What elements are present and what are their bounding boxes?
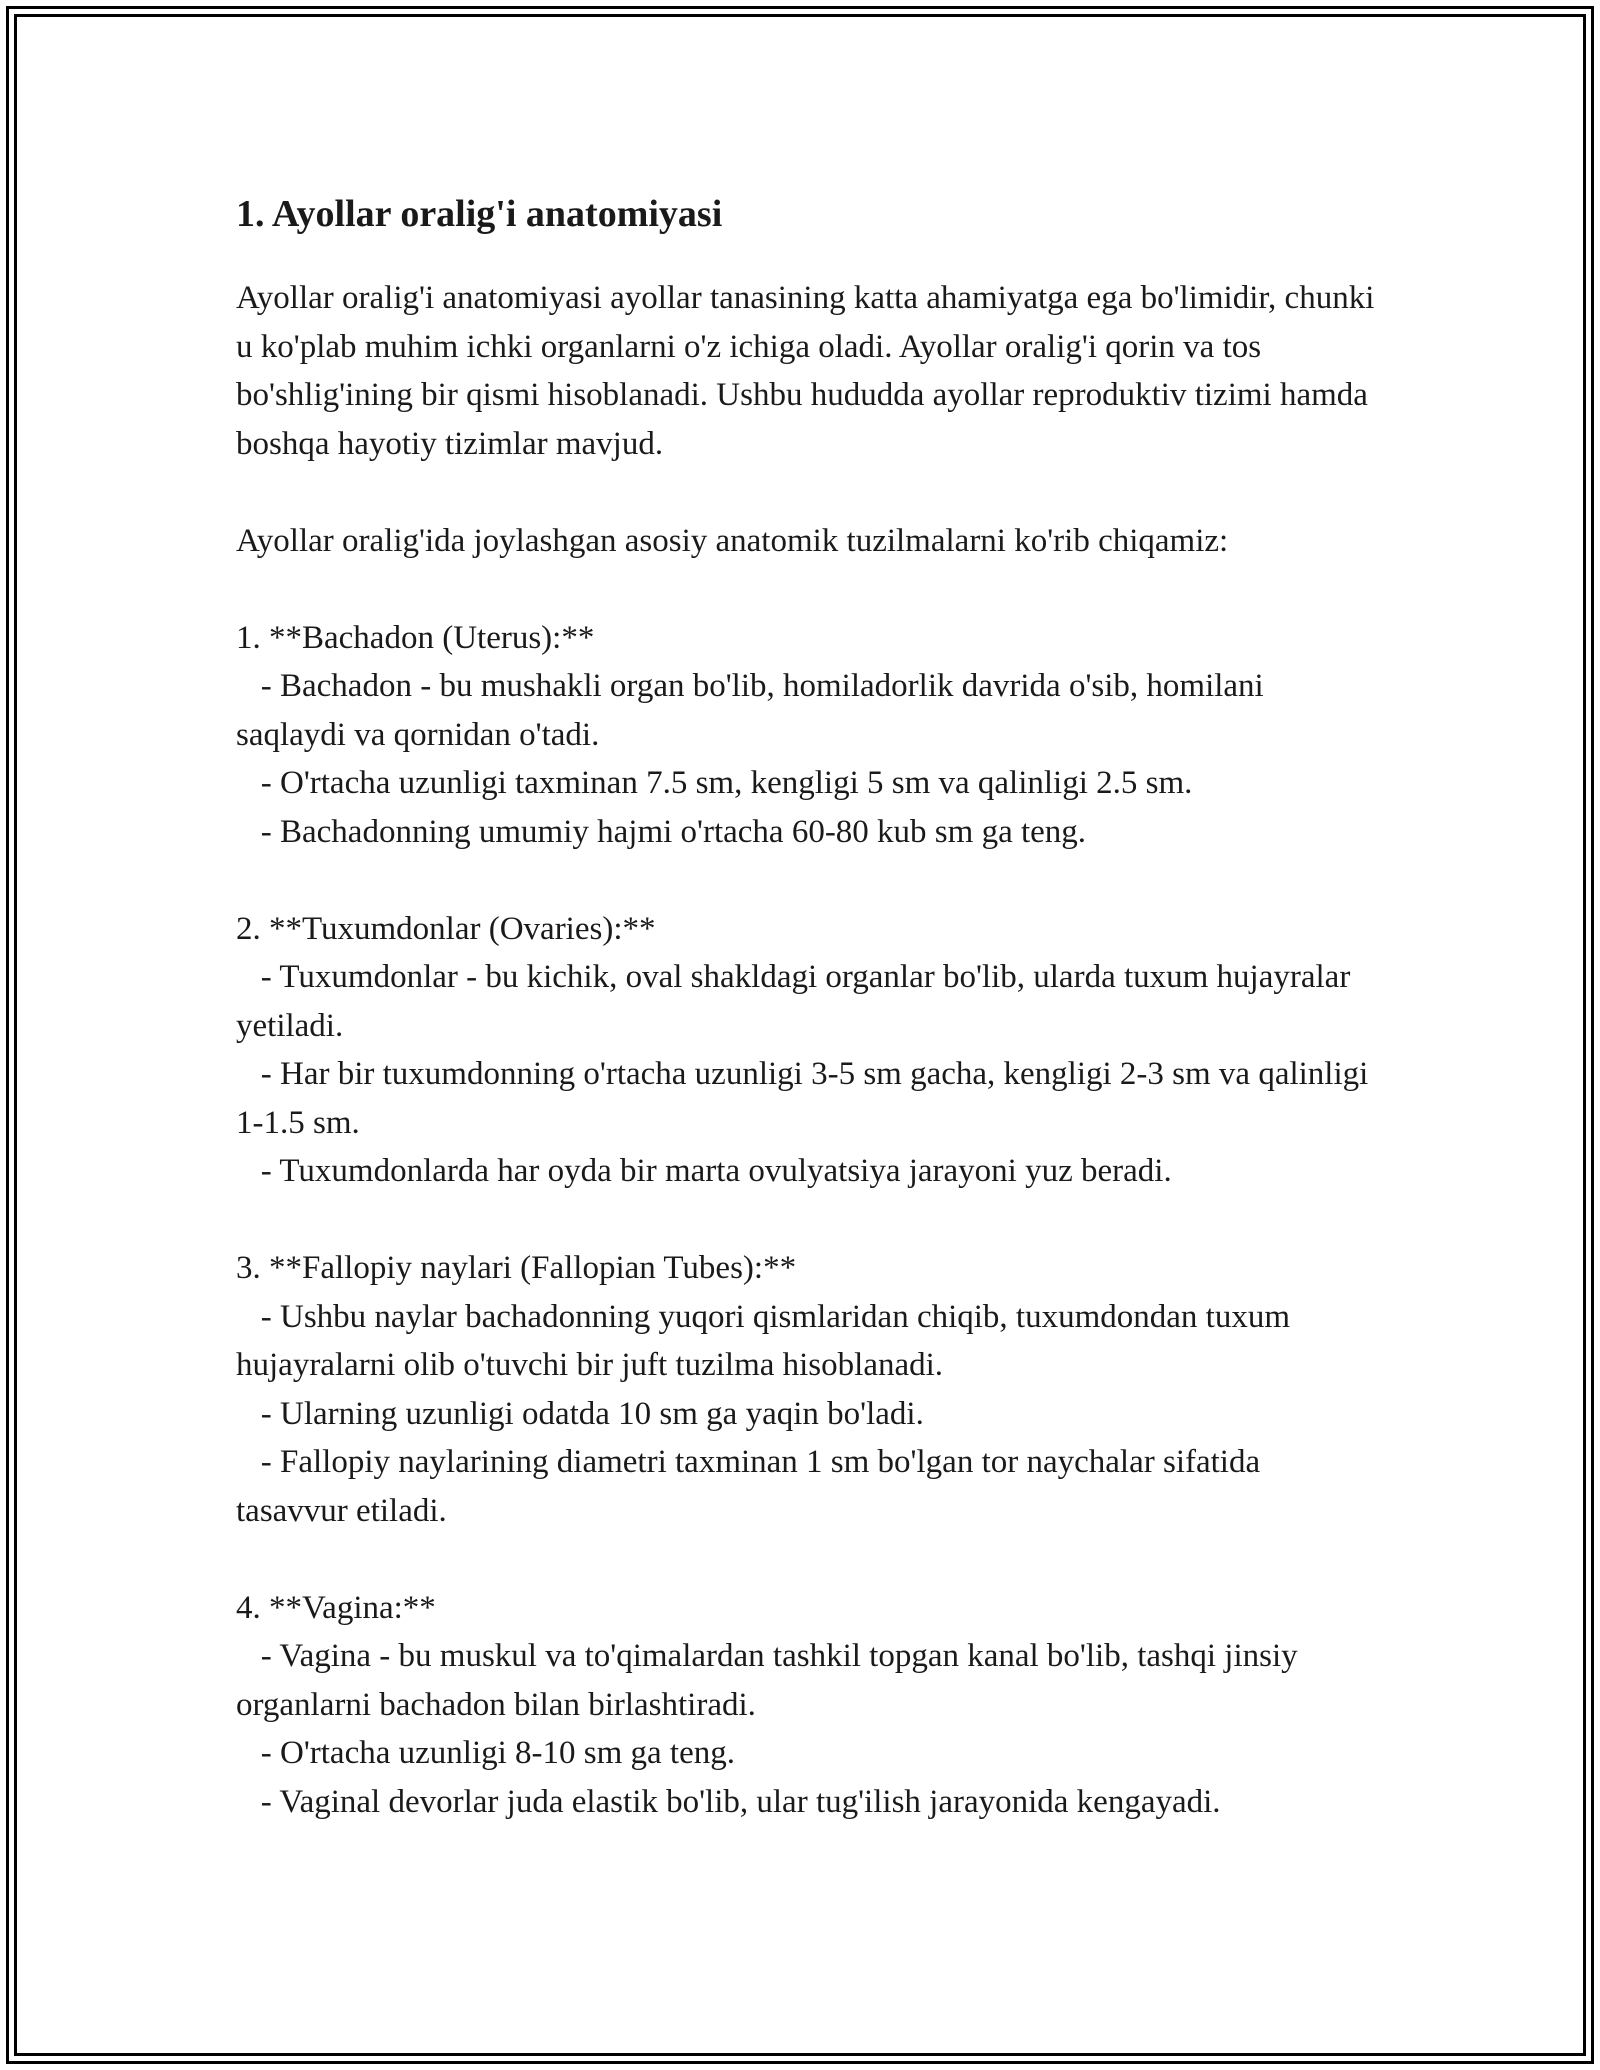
spacer	[236, 856, 1376, 905]
list-item-text: Vagina - bu muskul va to'qimalardan tashkil topgan kanal bo'lib, tashqi jinsiy organlarni bachadon bilan birlashtiradi.	[236, 1638, 1306, 1723]
list-item: - Bachadonning umumiy hajmi o'rtacha 60-80 kub sm ga teng.	[236, 813, 1087, 850]
list-item-text: Bachadon - bu mushakli organ bo'lib, homiladorlik davrida o'sib, homilani saqlaydi va qornidan o'tadi.	[236, 668, 1272, 753]
section-vagina	[236, 1584, 1376, 1827]
list-item: - Ushbu naylar bachadonning yuqori qismlaridan chiqib, tuxumdondan tuxum hujayralarni olib o'tuvchi bir juft tuzilma hisoblanadi.	[236, 1298, 1299, 1383]
list-item-text: Ularning uzunligi odatda 10 sm ga yaqin bo'ladi.	[280, 1395, 924, 1432]
section-uterus	[236, 614, 1376, 857]
list-item-text: O'rtacha uzunligi 8-10 sm ga teng.	[280, 1735, 735, 1771]
list-item: - Tuxumdonlarda har oyda bir marta ovulyatsiya jarayoni yuz beradi.	[236, 1153, 1172, 1189]
section-heading: 1. **Bachadon (Uterus):**	[236, 619, 595, 656]
list-item-text: O'rtacha uzunligi taxminan 7.5 sm, kengligi 5 sm va qalinligi 2.5 sm.	[280, 765, 1193, 801]
list-item-text: Fallopiy naylarining diametri taxminan 1 sm bo'lgan tor naychalar sifatida tasavvur etiladi.	[236, 1444, 1269, 1529]
list-item-text: Tuxumdonlarda har oyda bir marta ovulyatsiya jarayoni yuz beradi.	[279, 1153, 1172, 1189]
section-ovaries	[236, 905, 1376, 1196]
page-title: 1. Ayollar oralig'i anatomiyasi	[236, 193, 723, 235]
list-item: - Har bir tuxumdonning o'rtacha uzunligi 3-5 sm gacha, kengligi 2-3 sm va qalinligi 1-1.5 sm.	[236, 1056, 1377, 1141]
spacer	[236, 1196, 1376, 1245]
list-item: - Bachadon - bu mushakli organ bo'lib, homiladorlik davrida o'sib, homilani saqlaydi va qornidan o'tadi.	[236, 668, 1272, 753]
list-item-text: Har bir tuxumdonning o'rtacha uzunligi 3-5 sm gacha, kengligi 2-3 sm va qalinligi 1-1.5 sm.	[236, 1056, 1377, 1141]
list-item-text: Tuxumdonlar - bu kichik, oval shakldagi organlar bo'lib, ularda tuxum hujayralar yetiladi.	[236, 959, 1359, 1044]
spacer	[236, 1535, 1376, 1584]
section-heading: 4. **Vagina:**	[236, 1589, 436, 1626]
list-item: - Tuxumdonlar - bu kichik, oval shakldagi organlar bo'lib, ularda tuxum hujayralar yetiladi.	[236, 959, 1359, 1044]
document-body	[236, 188, 1383, 1826]
section-heading: 3. **Fallopiy naylari (Fallopian Tubes):**	[236, 1250, 797, 1286]
list-item: - O'rtacha uzunligi taxminan 7.5 sm, kengligi 5 sm va qalinligi 2.5 sm.	[236, 765, 1193, 801]
section-heading: 2. **Tuxumdonlar (Ovaries):**	[236, 910, 656, 947]
lead-paragraph: Ayollar oralig'ida joylashgan asosiy anatomik tuzilmalarni ko'rib chiqamiz:	[236, 522, 1229, 559]
list-item: - Vaginal devorlar juda elastik bo'lib, ular tug'ilish jarayonida kengayadi.	[236, 1783, 1221, 1820]
list-item: - Fallopiy naylarining diametri taxminan 1 sm bo'lgan tor naychalar sifatida tasavvur etiladi.	[236, 1444, 1269, 1529]
section-fallopian-tubes	[236, 1244, 1376, 1535]
list-item-text: Ushbu naylar bachadonning yuqori qismlaridan chiqib, tuxumdondan tuxum hujayralarni olib o'tuvchi bir juft tuzilma hisoblanadi.	[236, 1298, 1299, 1383]
list-item: - Vagina - bu muskul va to'qimalardan tashkil topgan kanal bo'lib, tashqi jinsiy organlarni bachadon bilan birlashtiradi.	[236, 1638, 1306, 1723]
spacer	[236, 565, 1376, 614]
intro-paragraph: Ayollar oralig'i anatomiyasi ayollar tanasining katta ahamiyatga ega bo'limidir, chunki u ko'plab muhim ichki organlarni o'z ichiga oladi. Ayollar oralig'i qorin va tos bo'shlig'ining bir qismi hisoblanadi. Ushbu hududda ayollar reproduktiv tizimi hamda boshqa hayotiy tizimlar mavjud.	[236, 280, 1383, 462]
list-item-text: Bachadonning umumiy hajmi o'rtacha 60-80 kub sm ga teng.	[280, 813, 1087, 850]
list-item: - Ularning uzunligi odatda 10 sm ga yaqin bo'ladi.	[236, 1395, 924, 1432]
list-item-text: Vaginal devorlar juda elastik bo'lib, ular tug'ilish jarayonida kengayadi.	[279, 1783, 1221, 1820]
list-item: - O'rtacha uzunligi 8-10 sm ga teng.	[236, 1735, 735, 1771]
spacer	[236, 468, 1376, 517]
